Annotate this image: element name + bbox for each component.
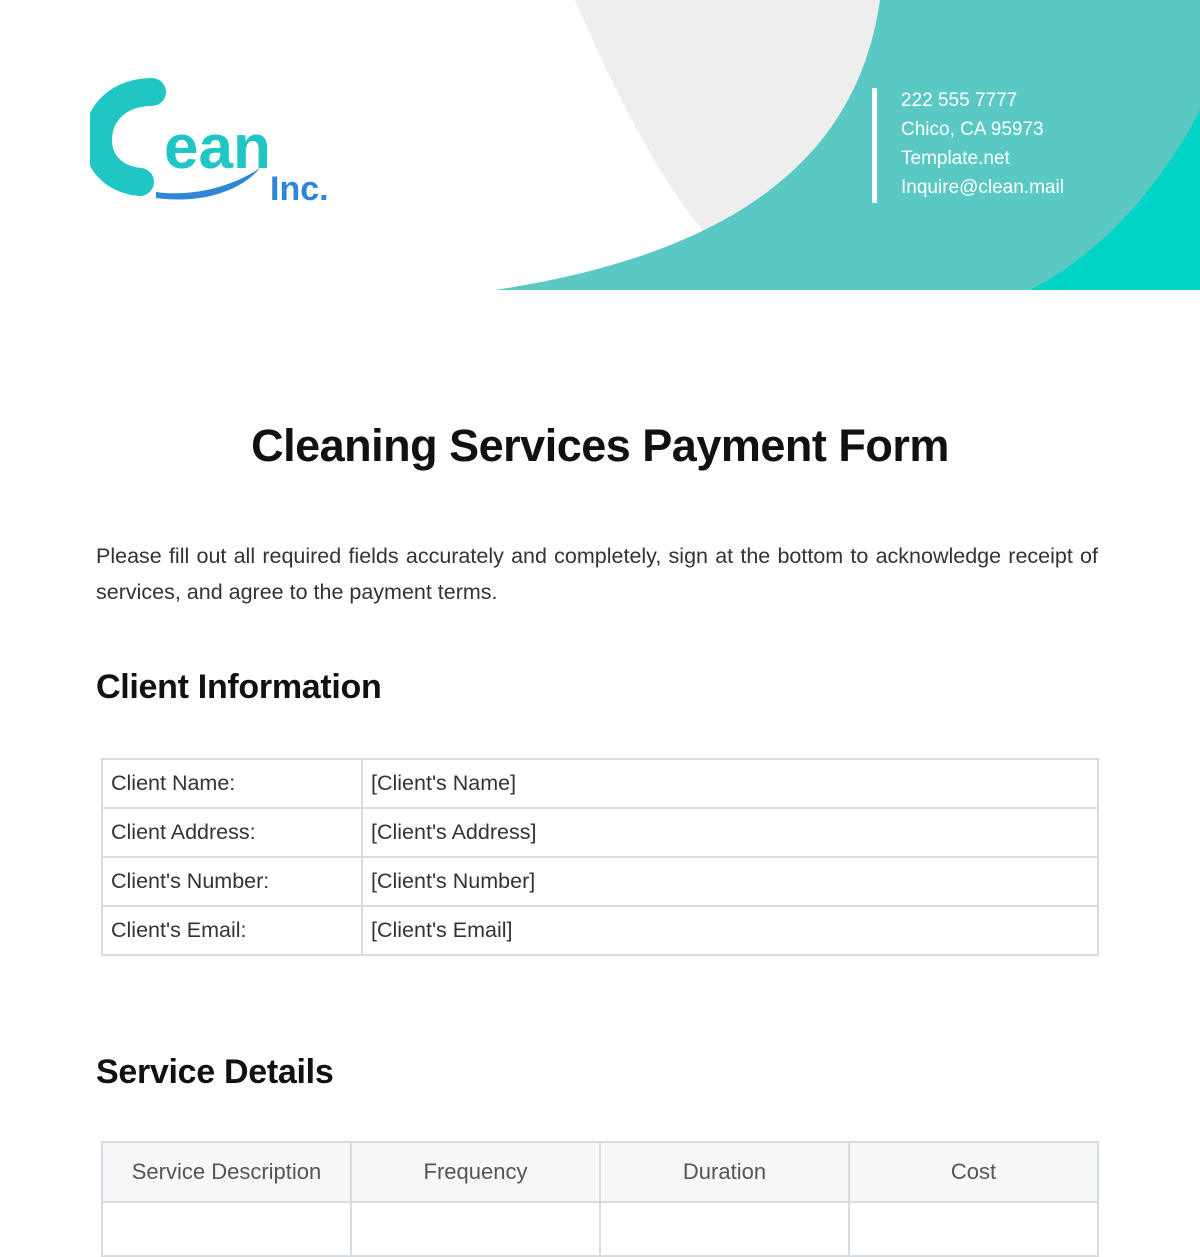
client-number-field[interactable]: [Client's Number] [362, 857, 1098, 906]
service-details-heading: Service Details [96, 1053, 334, 1091]
client-email-field[interactable]: [Client's Email] [362, 906, 1098, 955]
client-information-heading: Client Information [96, 668, 382, 706]
client-address-label: Client Address: [102, 808, 362, 857]
table-row [102, 808, 1098, 857]
clean-inc-logo [90, 76, 350, 206]
client-name-field[interactable]: [Client's Name] [362, 759, 1098, 808]
contact-block [872, 88, 1064, 203]
table-row [102, 1202, 1098, 1256]
contact-website[interactable]: Template.net [901, 148, 1010, 169]
table-row [102, 759, 1098, 808]
contact-email[interactable]: Inquire@clean.mail [901, 177, 1064, 198]
table-header-row [102, 1142, 1098, 1202]
table-row [102, 906, 1098, 955]
service-description-cell[interactable] [102, 1202, 351, 1256]
svg-text:ean: ean [164, 113, 271, 182]
column-header-frequency: Frequency [351, 1142, 600, 1202]
table-row [102, 857, 1098, 906]
svg-text:Inc.: Inc. [270, 170, 329, 206]
client-number-label: Client's Number: [102, 857, 362, 906]
client-email-label: Client's Email: [102, 906, 362, 955]
cost-cell[interactable] [849, 1202, 1098, 1256]
client-name-label: Client Name: [102, 759, 362, 808]
intro-paragraph: Please fill out all required fields accurately and completely, sign at the bottom to acknowledge receipt of services, and agree to the payment terms. [96, 544, 1098, 604]
column-header-cost: Cost [849, 1142, 1098, 1202]
contact-location: Chico, CA 95973 [901, 119, 1044, 140]
duration-cell[interactable] [600, 1202, 849, 1256]
column-header-duration: Duration [600, 1142, 849, 1202]
column-header-service-description: Service Description [102, 1142, 351, 1202]
client-information-table [101, 758, 1099, 956]
client-address-field[interactable]: [Client's Address] [362, 808, 1098, 857]
frequency-cell[interactable] [351, 1202, 600, 1256]
service-details-table [101, 1141, 1099, 1257]
page-title: Cleaning Services Payment Form [251, 420, 949, 471]
logo-c-mark [98, 92, 152, 182]
contact-phone: 222 555 7777 [901, 90, 1018, 111]
